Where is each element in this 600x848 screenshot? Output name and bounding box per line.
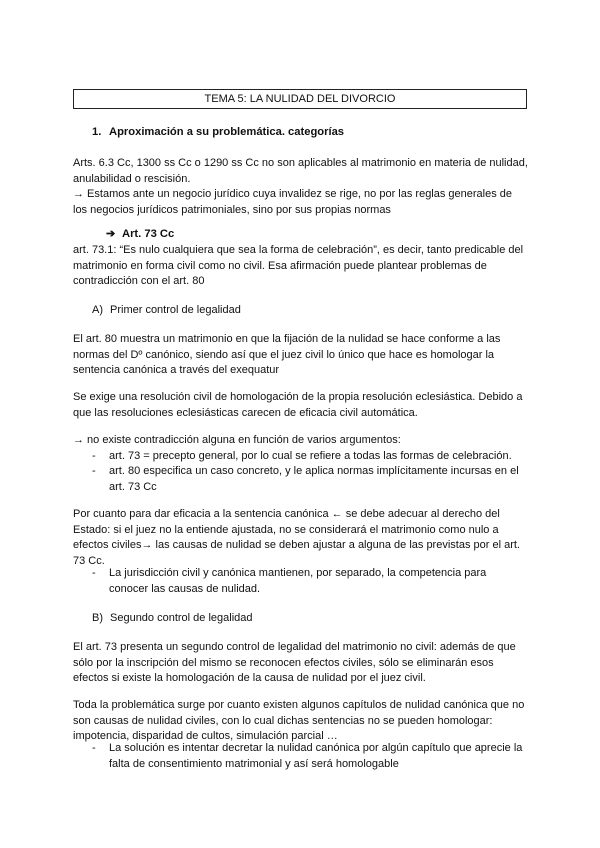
list-item [92,449,528,465]
bullet-dash: - [92,742,96,754]
list-item [92,741,528,772]
paragraph-negocio: → Estamos ante un negocio jurídico cuya invalidez se rige, no por las reglas generales de los negocios jurídicos patrimoniales, sino por sus propias normas [73,188,513,216]
bullet-dash: - [92,450,96,462]
subheading-b-label: B) [92,612,103,624]
list-item [92,566,528,597]
bullet-dash: - [92,465,96,477]
art73-title: Art. 73 Cc [122,228,175,240]
paragraph-arts: Arts. 6.3 Cc, 1300 ss Cc o 1290 ss Cc no son aplicables al matrimonio en materia de nulidad, anulabilidad o rescisión. [73,157,528,185]
list-item-text: La jurisdicción civil y canónica mantienen, por separado, la competencia para conocer las causas de nulidad. [109,567,487,595]
bullet-dash: - [92,567,96,579]
subheading-a-label: A) [92,304,103,316]
paragraph-art80: El art. 80 muestra un matrimonio en que la fijación de la nulidad se hace conforme a las normas del Dº canónico, siendo así que el juez civil lo único que hace es homologar la sentencia canónica a través del exequatur [73,333,501,376]
paragraph-segundo-control: El art. 73 presenta un segundo control de legalidad del matrimonio no civil: además de que sólo por la inscripción del mismo se reconocen efectos civiles, sólo se eliminarán esos efectos si existe la homologación de la causa de nulidad por el juez civil. [73,641,516,684]
list-item-text: art. 73 = precepto general, por lo cual se refiere a todas las formas de celebración. [109,450,512,462]
list-item-text: art. 80 especifica un caso concreto, y le aplica normas implícitamente incursas en el art. 73 Cc [109,465,519,493]
subheading-a-title: Primer control de legalidad [110,304,241,316]
subheading-a [92,303,241,319]
subheading-b-title: Segundo control de legalidad [110,612,253,624]
paragraph-problematica: Toda la problemática surge por cuanto existen algunos capítulos de nulidad canónica que no son causas de nulidad civiles, con lo cual dichas sentencias no se pueden homologar: impotencia, disparidad de cultos, simulación parcial … [73,699,525,742]
arrow-icon: ➔ [106,228,116,240]
paragraph-eficacia: Por cuanto para dar eficacia a la sentencia canónica ← se debe adecuar al derecho del Estado: si el juez no la entiende ajustada, no se considerará el matrimonio como nulo a efectos civiles→ las causas de nulidad se deben ajustar a alguna de las previstas por el art. 73 Cc. [73,508,520,567]
paragraph-contradiccion: → no existe contradicción alguna en función de varios argumentos: [73,434,401,446]
subheading-b [92,611,253,627]
section-title: Aproximación a su problemática. categorías [109,126,345,138]
section-heading [92,125,344,141]
paragraph-art73: art. 73.1: “Es nulo cualquiera que sea la forma de celebración”, es decir, tanto predicable del matrimonio en forma civil como no civil. Esa afirmación puede plantear problemas de contradicción con el art. 80 [73,244,524,287]
list-item [92,464,528,495]
section-number: 1. [92,126,102,138]
art73-heading [106,227,174,243]
paragraph-homologacion: Se exige una resolución civil de homologación de la propia resolución eclesiástica. Debido a que las resoluciones eclesiásticas carecen de eficacia civil automática. [73,391,523,419]
page-title: TEMA 5: LA NULIDAD DEL DIVORCIO [73,89,527,109]
list-item-text: La solución es intentar decretar la nulidad canónica por algún capítulo que aprecie la falta de consentimiento matrimonial y así será homologable [109,742,523,770]
